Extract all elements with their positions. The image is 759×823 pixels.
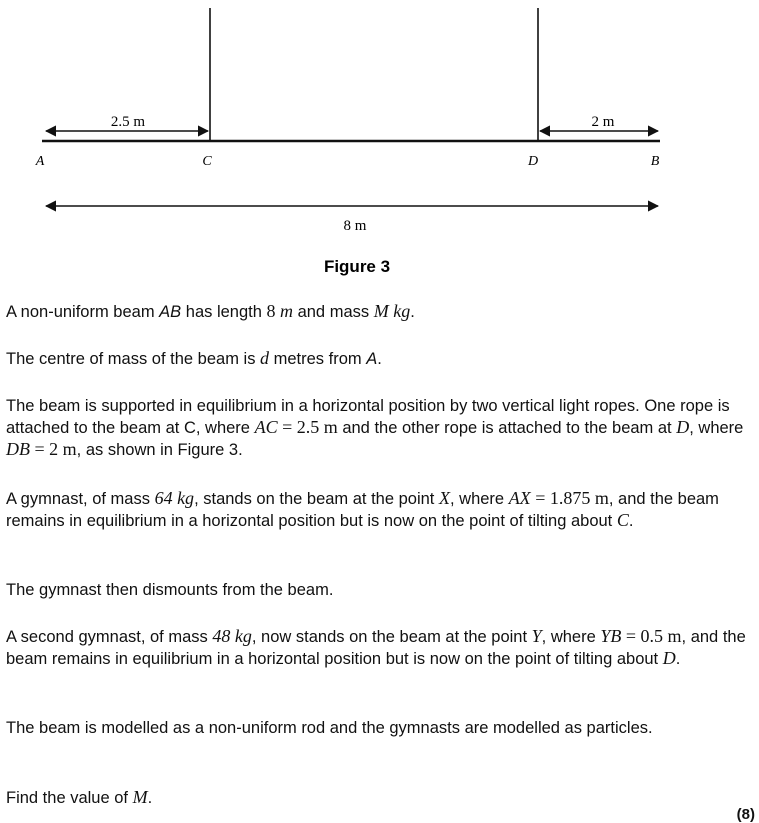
paragraph-modelling: The beam is modelled as a non-uniform rod and the gymnasts are modelled as particles. (6, 719, 653, 737)
paragraph-dismount: The gymnast then dismounts from the beam. (6, 581, 334, 599)
paragraph-question: Find the value of M. (6, 787, 153, 807)
point-b-label: B (650, 154, 660, 169)
marks-label: (8) (736, 806, 755, 823)
dim-ac-label: 2.5 m (110, 114, 146, 130)
paragraph-beam-description: A non-uniform beam AB has length 8 m and mass M kg. (6, 301, 415, 321)
point-a-label: A (35, 154, 45, 169)
beam-diagram (0, 0, 759, 285)
paragraph-first-gymnast: A gymnast, of mass 64 kg, stands on the beam at the point X, where AX = 1.875 m, and the beam remains in equilibrium in a horizontal position but is now on the point of tilting about C. (6, 488, 719, 530)
paragraph-supports: The beam is supported in equilibrium in a horizontal position by two vertical light ropes. One rope is attached to the beam at C, where AC = 2.5 m and the other rope is attached to the beam at D, where DB = 2 m, as shown in Figure 3. (6, 397, 744, 459)
paragraph-second-gymnast: A second gymnast, of mass 48 kg, now stands on the beam at the point Y, where YB = 0.5 m, and the beam remains in equilibrium in a horizontal position but is now on the point of tilting about D. (6, 626, 746, 668)
point-c-label: C (202, 154, 212, 169)
point-d-label: D (527, 154, 539, 169)
dim-ab-label: 8 m (343, 218, 367, 234)
figure-caption: Figure 3 (323, 257, 391, 276)
dim-db-label: 2 m (591, 114, 615, 130)
paragraph-centre-of-mass: The centre of mass of the beam is d metres from A. (6, 348, 382, 368)
